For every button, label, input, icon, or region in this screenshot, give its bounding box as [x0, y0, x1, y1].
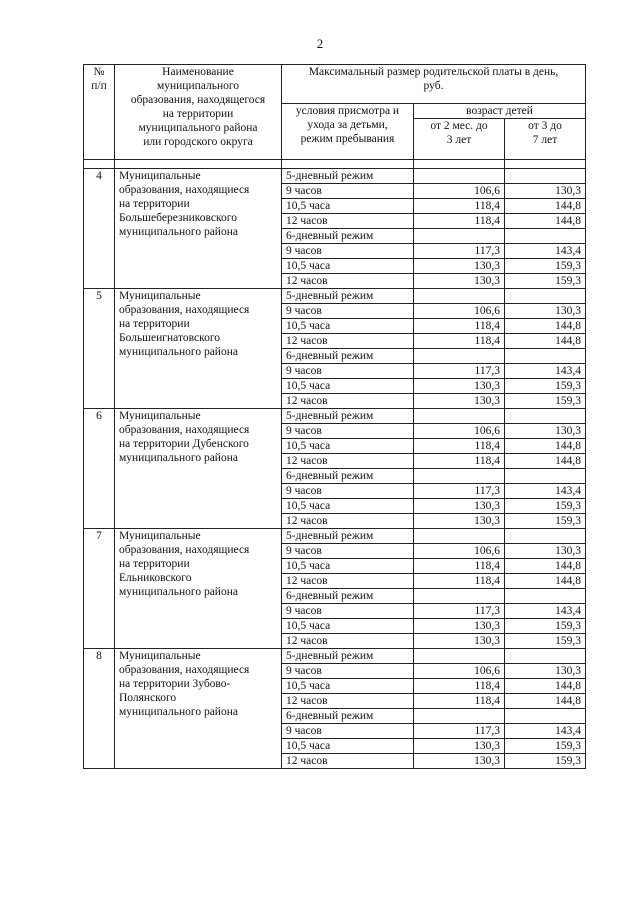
hours-cell: 9 часов [282, 484, 414, 499]
hours-cell: 12 часов [282, 694, 414, 709]
municipality-name: Муниципальные образования, находящиеся на территории Большеигнатовского муниципального района [115, 289, 282, 409]
table-row [84, 649, 586, 664]
fee-under-3-cell: 130,3 [414, 274, 505, 289]
fee-under-3-cell: 117,3 [414, 244, 505, 259]
hours-cell: 9 часов [282, 664, 414, 679]
empty-cell [414, 169, 505, 184]
fee-3-to-7-cell: 144,8 [505, 454, 586, 469]
regime-label: 6-дневный режим [282, 709, 414, 724]
table-row [84, 409, 586, 424]
fee-3-to-7-cell: 144,8 [505, 679, 586, 694]
fee-3-to-7-cell: 130,3 [505, 544, 586, 559]
empty-cell [414, 409, 505, 424]
fee-under-3-cell: 118,4 [414, 439, 505, 454]
fee-3-to-7-cell: 159,3 [505, 259, 586, 274]
empty-cell [414, 529, 505, 544]
regime-label: 5-дневный режим [282, 169, 414, 184]
fee-3-to-7-cell: 144,8 [505, 199, 586, 214]
hours-cell: 10,5 часа [282, 739, 414, 754]
fee-3-to-7-cell: 143,4 [505, 364, 586, 379]
empty-cell [505, 469, 586, 484]
header-conditions: условия присмотра и ухода за детьми, режим пребывания [282, 104, 414, 160]
hours-cell: 9 часов [282, 364, 414, 379]
fee-under-3-cell: 117,3 [414, 604, 505, 619]
empty-cell [414, 709, 505, 724]
hours-cell: 12 часов [282, 394, 414, 409]
empty-cell [414, 289, 505, 304]
hours-cell: 10,5 часа [282, 499, 414, 514]
regime-label: 5-дневный режим [282, 529, 414, 544]
hours-cell: 10,5 часа [282, 379, 414, 394]
fee-under-3-cell: 130,3 [414, 499, 505, 514]
row-number: 7 [84, 529, 115, 649]
fee-under-3-cell: 106,6 [414, 664, 505, 679]
fee-under-3-cell: 118,4 [414, 319, 505, 334]
hours-cell: 10,5 часа [282, 199, 414, 214]
fee-under-3-cell: 130,3 [414, 619, 505, 634]
hours-cell: 10,5 часа [282, 319, 414, 334]
fee-3-to-7-cell: 144,8 [505, 319, 586, 334]
fee-under-3-cell: 106,6 [414, 184, 505, 199]
fee-3-to-7-cell: 159,3 [505, 514, 586, 529]
hours-cell: 12 часов [282, 334, 414, 349]
empty-cell [414, 229, 505, 244]
hours-cell: 10,5 часа [282, 439, 414, 454]
regime-label: 6-дневный режим [282, 349, 414, 364]
fee-under-3-cell: 118,4 [414, 334, 505, 349]
fee-3-to-7-cell: 143,4 [505, 244, 586, 259]
empty-cell [505, 349, 586, 364]
fee-under-3-cell: 118,4 [414, 199, 505, 214]
fee-table [83, 64, 586, 769]
empty-cell [414, 349, 505, 364]
fee-3-to-7-cell: 143,4 [505, 724, 586, 739]
municipality-name: Муниципальные образования, находящиеся на территории Зубово- Полянского муниципального района [115, 649, 282, 769]
hours-cell: 12 часов [282, 454, 414, 469]
fee-3-to-7-cell: 144,8 [505, 559, 586, 574]
hours-cell: 9 часов [282, 544, 414, 559]
regime-label: 6-дневный режим [282, 229, 414, 244]
row-number: 5 [84, 289, 115, 409]
empty-cell [414, 469, 505, 484]
hours-cell: 9 часов [282, 184, 414, 199]
fee-3-to-7-cell: 159,3 [505, 379, 586, 394]
fee-under-3-cell: 118,4 [414, 559, 505, 574]
fee-3-to-7-cell: 130,3 [505, 664, 586, 679]
empty-cell [505, 229, 586, 244]
fee-3-to-7-cell: 159,3 [505, 619, 586, 634]
hours-cell: 10,5 часа [282, 259, 414, 274]
fee-under-3-cell: 130,3 [414, 394, 505, 409]
regime-label: 6-дневный режим [282, 589, 414, 604]
fee-under-3-cell: 118,4 [414, 694, 505, 709]
row-number: 4 [84, 169, 115, 289]
row-number: 6 [84, 409, 115, 529]
fee-under-3-cell: 118,4 [414, 574, 505, 589]
fee-under-3-cell: 130,3 [414, 379, 505, 394]
table-row [84, 289, 586, 304]
fee-3-to-7-cell: 130,3 [505, 184, 586, 199]
header-num: № п/п [84, 65, 115, 160]
table-header [84, 65, 586, 169]
hours-cell: 10,5 часа [282, 559, 414, 574]
fee-3-to-7-cell: 130,3 [505, 304, 586, 319]
fee-3-to-7-cell: 159,3 [505, 754, 586, 769]
regime-label: 5-дневный режим [282, 649, 414, 664]
fee-3-to-7-cell: 144,8 [505, 694, 586, 709]
hours-cell: 9 часов [282, 424, 414, 439]
hours-cell: 12 часов [282, 214, 414, 229]
fee-under-3-cell: 117,3 [414, 364, 505, 379]
hours-cell: 10,5 часа [282, 619, 414, 634]
fee-under-3-cell: 118,4 [414, 679, 505, 694]
table-row [84, 529, 586, 544]
fee-3-to-7-cell: 144,8 [505, 214, 586, 229]
fee-under-3-cell: 118,4 [414, 454, 505, 469]
empty-cell [505, 709, 586, 724]
municipality-name: Муниципальные образования, находящиеся на территории Большеберезниковского муниципального района [115, 169, 282, 289]
page-number: 2 [316, 36, 324, 51]
hours-cell: 12 часов [282, 514, 414, 529]
empty-cell [505, 169, 586, 184]
header-age-2: от 3 до 7 лет [505, 119, 586, 160]
empty-cell [505, 289, 586, 304]
fee-under-3-cell: 117,3 [414, 484, 505, 499]
fee-under-3-cell: 117,3 [414, 724, 505, 739]
empty-cell [505, 409, 586, 424]
regime-label: 5-дневный режим [282, 409, 414, 424]
fee-under-3-cell: 118,4 [414, 214, 505, 229]
fee-under-3-cell: 130,3 [414, 514, 505, 529]
empty-cell [414, 589, 505, 604]
fee-under-3-cell: 130,3 [414, 754, 505, 769]
row-number: 8 [84, 649, 115, 769]
header-age: возраст детей [414, 104, 586, 119]
hours-cell: 9 часов [282, 244, 414, 259]
fee-3-to-7-cell: 144,8 [505, 574, 586, 589]
municipality-name: Муниципальные образования, находящиеся на территории Ельниковского муниципального района [115, 529, 282, 649]
fee-3-to-7-cell: 159,3 [505, 274, 586, 289]
fee-under-3-cell: 106,6 [414, 424, 505, 439]
municipality-name: Муниципальные образования, находящиеся на территории Дубенского муниципального района [115, 409, 282, 529]
fee-3-to-7-cell: 159,3 [505, 634, 586, 649]
header-age-1: от 2 мес. до 3 лет [414, 119, 505, 160]
empty-cell [505, 589, 586, 604]
fee-3-to-7-cell: 130,3 [505, 424, 586, 439]
fee-3-to-7-cell: 144,8 [505, 334, 586, 349]
header-spacer [84, 160, 586, 169]
fee-3-to-7-cell: 159,3 [505, 394, 586, 409]
fee-3-to-7-cell: 159,3 [505, 739, 586, 754]
fee-under-3-cell: 106,6 [414, 544, 505, 559]
hours-cell: 12 часов [282, 574, 414, 589]
fee-under-3-cell: 130,3 [414, 739, 505, 754]
fee-3-to-7-cell: 143,4 [505, 604, 586, 619]
hours-cell: 9 часов [282, 604, 414, 619]
fee-under-3-cell: 106,6 [414, 304, 505, 319]
regime-label: 5-дневный режим [282, 289, 414, 304]
hours-cell: 9 часов [282, 724, 414, 739]
fee-under-3-cell: 130,3 [414, 259, 505, 274]
table-row [84, 169, 586, 184]
regime-label: 6-дневный режим [282, 469, 414, 484]
fee-3-to-7-cell: 159,3 [505, 499, 586, 514]
hours-cell: 12 часов [282, 274, 414, 289]
header-name: Наименование муниципального образования, находящегося на территории муниципального района или городского округа [115, 65, 282, 160]
fee-3-to-7-cell: 144,8 [505, 439, 586, 454]
empty-cell [505, 649, 586, 664]
header-max-fee: Максимальный размер родительской платы в день, руб. [282, 65, 586, 104]
fee-under-3-cell: 130,3 [414, 634, 505, 649]
fee-3-to-7-cell: 143,4 [505, 484, 586, 499]
table-body [84, 169, 586, 769]
empty-cell [505, 529, 586, 544]
hours-cell: 9 часов [282, 304, 414, 319]
hours-cell: 10,5 часа [282, 679, 414, 694]
empty-cell [414, 649, 505, 664]
hours-cell: 12 часов [282, 634, 414, 649]
hours-cell: 12 часов [282, 754, 414, 769]
